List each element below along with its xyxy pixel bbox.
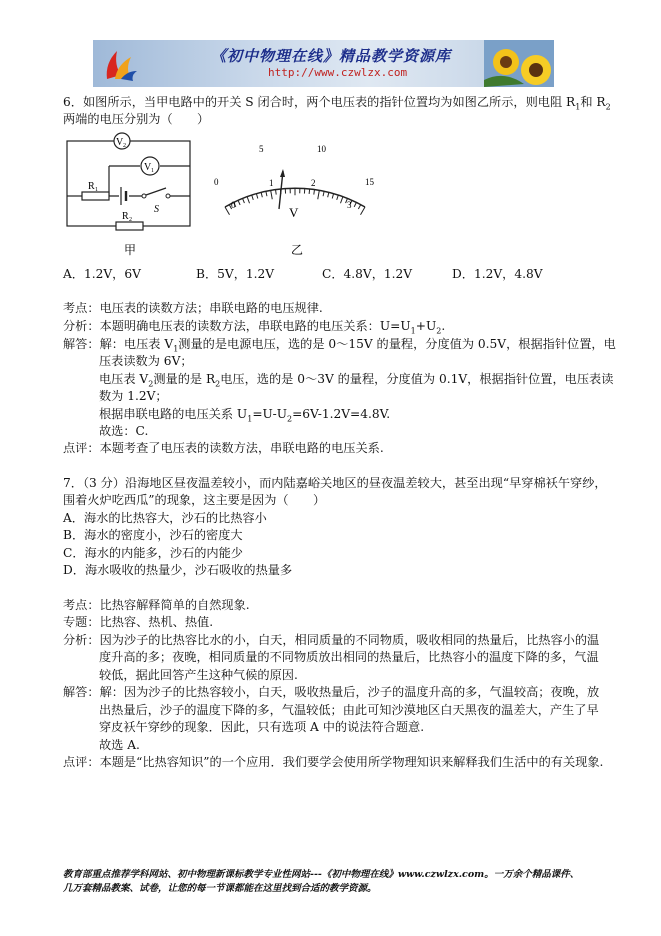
- dial-bottom-label-1: 1: [269, 178, 274, 188]
- dial-tick: [354, 202, 356, 206]
- q6-jieda-3b: 测量的是 R: [153, 372, 216, 386]
- resistor-r1-icon: [82, 181, 109, 200]
- q6-jieda-3b-sub: 2: [215, 379, 221, 389]
- dial-tick: [318, 190, 320, 199]
- voltmeter-v1-icon: [141, 157, 159, 175]
- q6-jieda-line5: [99, 406, 390, 423]
- q6-jieda-5a: 根据串联电路的电压关系 U: [99, 407, 248, 421]
- q6-jieda-1a: 解：电压表 V: [99, 337, 174, 351]
- q7-stem-line2: 围着火炉吃西瓜”的现象，这主要是因为（ ）: [63, 493, 326, 507]
- dial-tick: [309, 189, 310, 194]
- resistor-r2-icon: [116, 211, 143, 230]
- q7-zhuanti-label: 专题：: [63, 615, 100, 629]
- q6-fenxi-sub2: 2: [436, 326, 442, 336]
- dial-tick: [340, 197, 342, 204]
- q7-dianping-label: 点评：: [63, 755, 100, 769]
- q6-jieda-1b: 测量的是电源电压，选的是 0～15V 的量程，分度值为 0.5V，根据指针位置，电: [178, 337, 616, 351]
- q7-fenxi-line1: [63, 632, 599, 649]
- q6-fenxi-end: .: [441, 319, 446, 333]
- sunflower-icon: [484, 40, 554, 87]
- q6-jieda-line1: [63, 336, 616, 353]
- q6-jieda-line2: 压表读数为 6V；: [99, 354, 193, 368]
- dial-tick: [337, 195, 339, 200]
- q6-option-d: D．1.2V，4.8V: [452, 267, 543, 281]
- banner-url: http://www.czwlzx.com: [268, 66, 408, 79]
- q6-jieda-5b: =U-U: [252, 407, 287, 421]
- dial-tick: [328, 192, 329, 197]
- dial-bottom-label-3: 3: [347, 200, 352, 210]
- q7-jieda-line2: 出热量后，沙子的温度下降的多，气温较低；由此可知沙漠地区白天黑夜的温差大，产生了早: [99, 703, 599, 717]
- q7-fenxi-line2: 度升高的多；夜晚，相同质量的不同物质放出相同的热量后，比热容小的温度下降的多，气温: [99, 650, 599, 664]
- v1-sub: 1: [151, 168, 154, 174]
- q7-jieda-line3: 穿皮袄午穿纱的现象．因此，只有选项 A 中的说法符合题意.: [99, 720, 425, 734]
- q6-fenxi-label: 分析：: [63, 319, 100, 333]
- voltmeter-v2-icon: [114, 133, 130, 149]
- q7-kaodian-label: 考点：: [63, 598, 100, 612]
- dial-needle-tip: [280, 169, 285, 177]
- dial-tick: [332, 194, 333, 199]
- battery-icon: [119, 187, 129, 205]
- q6-option-b: B．5V，1.2V: [196, 267, 275, 281]
- q6-stem-r2-sub: 2: [605, 102, 611, 112]
- q6-jieda-5c: =6V-1.2V=4.8V.: [292, 407, 391, 421]
- q6-dianping-label: 点评：: [63, 441, 100, 455]
- dial-tick: [276, 190, 277, 195]
- figure-yi-caption: 乙: [291, 243, 304, 257]
- voltmeter-dial-yi: [205, 135, 395, 260]
- q7-jieda-text: 解：因为沙子的比热容较小，白天，吸收热量后，沙子的温度升高的多，气温较高；夜晚，放: [99, 685, 600, 699]
- q6-fenxi: [63, 318, 445, 335]
- q6-fenxi-text: 本题明确电压表的读数方法，串联电路的电压关系：U=U: [99, 319, 411, 333]
- v2-label: V: [116, 137, 124, 148]
- dial-tick: [225, 207, 230, 215]
- q7-option-b: B．海水的密度小，沙石的密度大: [63, 528, 243, 542]
- q6-stem-text: 6．如图所示，当甲电路中的开关 S 闭合时，两个电压表的指针位置均为如图乙所示，则电阻 R: [63, 95, 576, 109]
- r1-sub: 1: [95, 187, 98, 193]
- figure-jia-caption: 甲: [124, 243, 137, 257]
- q7-option-d: D．海水吸收的热量少，沙石吸收的热量多: [63, 563, 293, 577]
- q7-jieda-line4: 故选 A.: [99, 738, 140, 752]
- q6-dianping-text: 本题考查了电压表的读数方法，串联电路的电压关系.: [99, 441, 384, 455]
- q6-stem-line2: 两端的电压分别为（ ）: [63, 112, 210, 126]
- q6-stem-and: 和 R: [580, 95, 606, 109]
- q7-zhuanti: [63, 614, 213, 631]
- q7-kaodian-text: 比热容解释简单的自然现象.: [99, 598, 250, 612]
- q6-jieda-3a: 电压表 V: [99, 372, 149, 386]
- dial-tick: [361, 207, 366, 215]
- dial-bottom-label-2: 2: [311, 178, 316, 188]
- dial-bottom-label-0: 0: [231, 200, 236, 210]
- dial-tick: [252, 195, 254, 200]
- dial-tick: [314, 190, 315, 195]
- dial-tick: [271, 190, 273, 199]
- q7-jieda-line1: [63, 684, 599, 701]
- q7-dianping: [63, 754, 603, 771]
- switch-label: S: [154, 204, 159, 215]
- dial-tick: [256, 194, 257, 199]
- r2-label: R: [122, 211, 129, 222]
- q7-jieda-label: 解答：: [63, 685, 100, 699]
- q6-option-c: C．4.8V，1.2V: [322, 267, 413, 281]
- dial-tick: [243, 198, 245, 203]
- q6-jieda-5b-sub: 2: [286, 414, 293, 424]
- q6-fenxi-plus: +U: [415, 319, 437, 333]
- q7-dianping-text: 本题是“比热容知识”的一个应用．我们要学会使用所学物理知识来解释我们生活中的有关现象.: [99, 755, 604, 769]
- dial-top-label-15: 15: [365, 177, 374, 187]
- q6-kaodian: [63, 300, 323, 317]
- q7-fenxi-text: 因为沙子的比热容比水的小，白天，相同质量的不同物质，吸收相同的热量后，比热容小的温: [99, 633, 600, 647]
- q6-fenxi-sub1: 1: [410, 326, 416, 336]
- q6-kaodian-label: 考点：: [63, 301, 100, 315]
- dial-tick: [261, 192, 262, 197]
- q6-jieda-line4: 数为 1.2V；: [99, 389, 168, 403]
- q6-jieda-line6: 故选：C.: [99, 424, 149, 438]
- dial-top-label-0: 0: [214, 177, 219, 187]
- q6-jieda-3c: 电压，选的是 0～3V 的量程，分度值为 0.1V，根据指针位置，电压表读: [220, 372, 614, 386]
- q6-jieda-1a-sub: 1: [173, 344, 179, 354]
- v1-label: V: [144, 162, 152, 173]
- q7-option-a: A．海水的比热容大，沙石的比热容小: [63, 511, 267, 525]
- r2-sub: 2: [129, 217, 132, 223]
- dial-tick: [323, 191, 324, 196]
- r1-label: R: [88, 181, 95, 192]
- dial-tick: [358, 205, 360, 209]
- footer-line1: 教育部重点推荐学科网站、初中物理新课标教学专业性网站---《初中物理在线》www.czwlzx.com。一万余个精品课件、: [63, 869, 580, 880]
- q6-option-a: A．1.2V，6V: [63, 267, 141, 281]
- q7-fenxi-line3: 较低，据此回答产生这种气候的原因.: [99, 668, 298, 682]
- q6-stem-line1: [63, 94, 611, 111]
- q6-jieda-5a-sub: 1: [247, 414, 253, 424]
- q6-jieda-line3: [99, 371, 613, 388]
- q6-jieda-label: 解答：: [63, 337, 100, 351]
- site-logo-icon: [101, 45, 141, 83]
- switch-s-icon: [142, 188, 170, 215]
- q6-jieda-3a-sub: 2: [148, 379, 154, 389]
- v2-sub: 2: [123, 143, 126, 149]
- footer-line2: 几万套精品教案、试卷，让您的每一节课都能在这里找到合适的教学资源。: [63, 883, 377, 894]
- q7-option-c: C．海水的内能多，沙石的内能少: [63, 546, 243, 560]
- q7-fenxi-label: 分析：: [63, 633, 100, 647]
- dial-tick: [238, 200, 240, 205]
- circuit-diagram-jia: [62, 128, 197, 258]
- q7-kaodian: [63, 597, 250, 614]
- banner-title: 《初中物理在线》精品教学资源库: [211, 47, 452, 65]
- dial-top-label-10: 10: [317, 144, 326, 154]
- q7-zhuanti-text: 比热容、热机、热值.: [99, 615, 214, 629]
- q6-dianping: [63, 440, 384, 457]
- dial-top-label-5: 5: [259, 144, 264, 154]
- q7-stem-line1: 7．（3 分）沿海地区昼夜温差较小，而内陆嘉峪关地区的昼夜温差较大，甚至出现“早穿棉袄午穿纱，: [63, 476, 607, 490]
- q6-stem-r1-sub: 1: [575, 102, 581, 112]
- dial-tick: [247, 197, 249, 204]
- header-banner: [93, 40, 554, 87]
- dial-unit: V: [289, 205, 299, 220]
- dial-tick: [266, 191, 267, 196]
- q6-kaodian-text: 电压表的读数方法；串联电路的电压规律.: [99, 301, 323, 315]
